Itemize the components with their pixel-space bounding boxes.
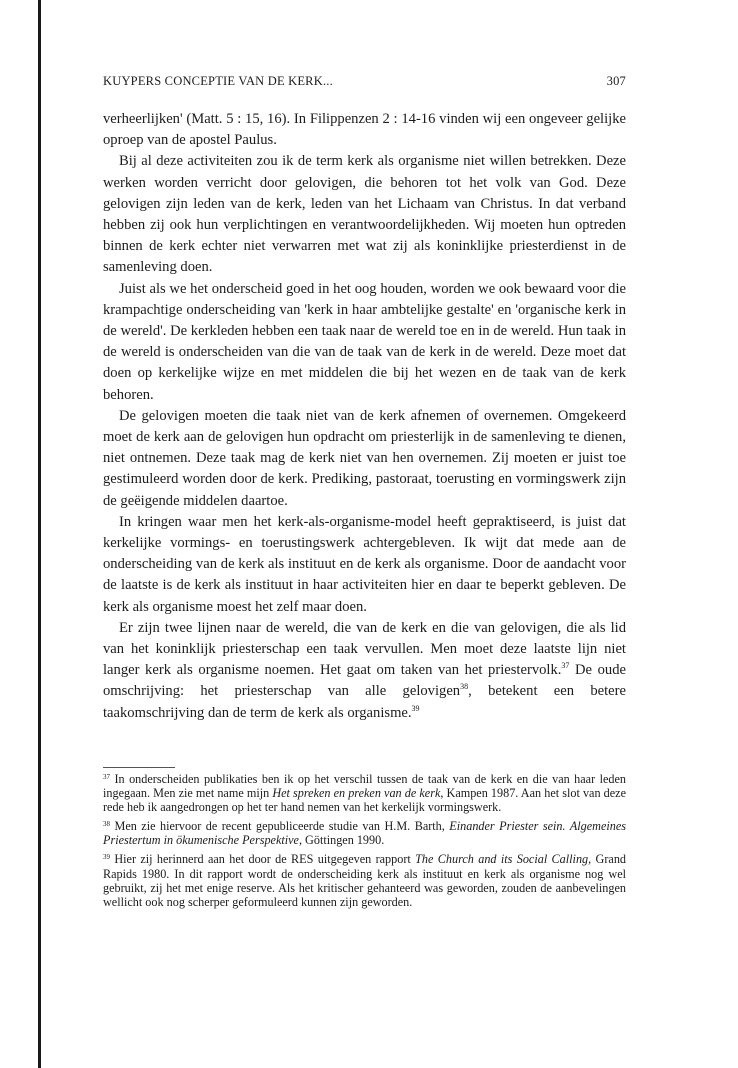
paragraph-5: In kringen waar men het kerk-als-organisme-model heeft gepraktiseerd, is juist dat kerkelijke vormings- en toerustingswerk achtergebleven. Ik wijt dat mede aan de onderscheiding van de kerk als instituut en de kerk als organisme. Door de aandacht voor de laatste is de kerk als instituut in haar activiteiten hier en daar te beperkt gebleven. De kerk als organisme moest het zelf maar doen. xyxy=(103,513,626,615)
footnote-ref-39: 39 xyxy=(411,703,420,713)
paragraph-6-part-c: , betekent een betere taakomschrijving dan de term de kerk als organisme. xyxy=(103,683,626,721)
footnote-39 xyxy=(103,852,626,908)
footnote-text: Kampen 1987. Aan het slot van deze rede heb ik aangedrongen op het ter hand nemen van het kerkelijk vormingswerk. xyxy=(103,786,626,815)
footnote-number: 38 xyxy=(103,820,110,829)
footnote-ref-37: 37 xyxy=(561,661,570,671)
cited-title: The Church and its Social Calling, xyxy=(415,852,592,867)
footnotes xyxy=(103,772,626,914)
paragraph-3: Juist als we het onderscheid goed in het oog houden, worden we ook bewaard voor die krampachtige onderscheiding van 'kerk in haar ambtelijke gestalte' en 'organische kerk in de wereld'. De kerkleden hebben een taak naar de wereld toe en in de wereld. Hun taak in de wereld is onderscheiden van die van de taak van de kerk in de wereld. Deze moet dat doen op kerkelijke wijze en met middelen die bij het wezen en de taak van de kerk behoren. xyxy=(103,280,626,403)
paragraph-6 xyxy=(103,618,626,724)
running-title: KUYPERS CONCEPTIE VAN DE KERK... xyxy=(103,74,333,88)
footnote-number: 37 xyxy=(103,773,110,781)
paragraph-2: Bij al deze activiteiten zou ik de term kerk als organisme niet willen betrekken. Deze werken worden verricht door gelovigen, die behoren tot het volk van God. Deze gelovigen zijn leden van de kerk, leden van het Lichaam van Christus. In dat verband hebben zij ook hun verplichtingen en verantwoordelijkheden. Wij moeten hun optreden binnen de kerk echter niet verwarren met wat zij als koninklijke priesterdienst in de samenleving doen. xyxy=(103,153,626,276)
page-number: 307 xyxy=(606,74,626,88)
paragraph-4: De gelovigen moeten die taak niet van de kerk afnemen of overnemen. Omgekeerd moet de kerk aan de gelovigen hun opdracht om priesterlijk in de samenleving te dienen, niet ontnemen. Deze taak mag de kerk niet van hen overnemen. Zij moeten er juist toe gestimuleerd worden door de kerk. Prediking, pastoraat, toerusting en vormingswerk zijn de geëigende middelen daartoe. xyxy=(103,407,626,509)
footnote-38 xyxy=(103,819,626,847)
footnote-divider xyxy=(103,767,175,768)
footnote-text: Men zie hiervoor de recent gepubliceerde studie van H.M. Barth, xyxy=(110,819,450,834)
paragraph-6-part-b: De oude omschrijving: het priesterschap van alle gelovigen xyxy=(103,662,626,700)
footnote-ref-38: 38 xyxy=(460,682,469,692)
footnote-text: Hier zij herinnerd aan het door de RES uitgegeven rapport xyxy=(110,852,416,867)
cited-title: Het spreken en preken van de kerk, xyxy=(272,786,444,801)
paragraph-1: verheerlijken' (Matt. 5 : 15, 16). In Filippenzen 2 : 14-16 vinden wij een ongeveer gelijke oproep van de apostel Paulus. xyxy=(103,111,626,149)
footnote-text: Grand Rapids 1980. In dit rapport wordt de onderscheiding kerk als instituut en kerk als organisme nog wel gebruikt, zij het met enige reserve. Als het kritischer gehanteerd was geworden, zouden de aanbevelingen wellicht ook nog scherper geformuleerd kunnen zijn geworden. xyxy=(103,852,627,909)
footnote-text: In onderscheiden publikaties ben ik op het verschil tussen de taak van de kerk en die van haar leden ingegaan. Men zie met name mijn xyxy=(103,772,626,801)
body-text xyxy=(103,109,626,724)
paragraph-6-part-a: Er zijn twee lijnen naar de wereld, die van de kerk en die van gelovigen, die als lid van het koninklijk priesterschap een taak vervullen. Men moet deze laatste lijn niet langer kerk als organisme noemen. Het gaat om taken van het priestervolk. xyxy=(103,619,626,679)
book-spine-edge xyxy=(38,0,41,1068)
cited-title: Einander Priester sein. Algemeines Priestertum in ökumenische Perspektive, xyxy=(103,819,626,848)
footnote-number: 39 xyxy=(103,853,110,862)
footnote-text: Göttingen 1990. xyxy=(302,833,385,848)
footnote-37 xyxy=(103,772,626,814)
